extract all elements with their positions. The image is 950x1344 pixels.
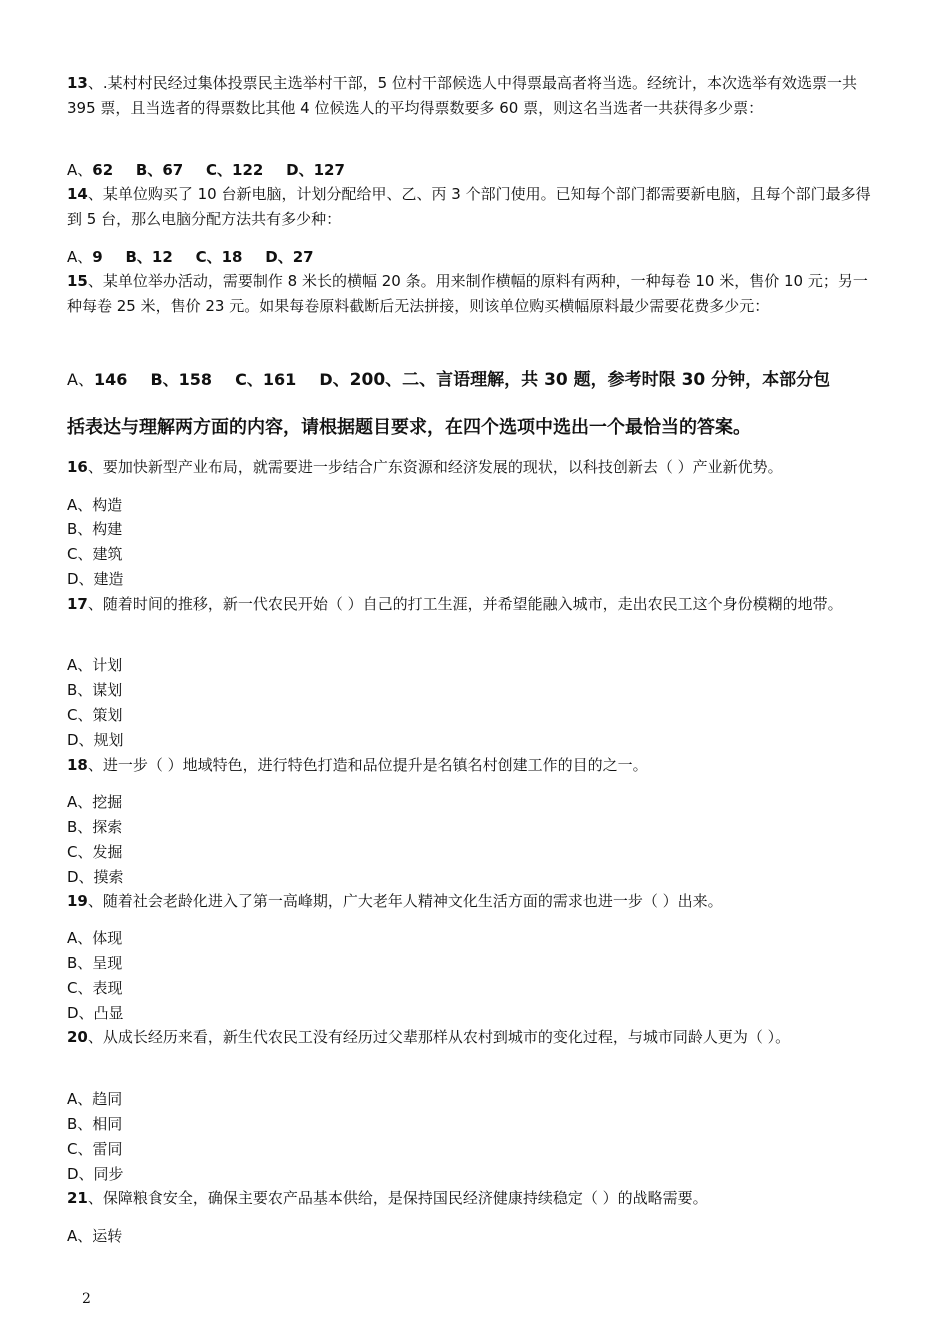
- option-b: B、探索: [67, 818, 123, 836]
- option-c: C、161: [235, 370, 297, 389]
- option-a: A、9: [67, 248, 103, 266]
- option-b: B、相同: [67, 1115, 123, 1133]
- option-a: A、趋同: [67, 1090, 123, 1108]
- question-number: 21: [67, 1189, 88, 1207]
- question-14: [67, 182, 882, 232]
- question-14-options: [67, 245, 882, 270]
- question-17: [67, 592, 882, 617]
- option-c: C、表现: [67, 979, 123, 997]
- option-b: B、构建: [67, 520, 123, 538]
- question-number: 17: [67, 595, 88, 613]
- question-21: [67, 1186, 882, 1211]
- option-d: D、摸索: [67, 868, 124, 886]
- question-text: 、随着社会老龄化进入了第一高峰期，广大老年人精神文化生活方面的需求也进一步（ ）出来。: [87, 892, 723, 910]
- question-20: [67, 1025, 882, 1050]
- option-d: D、凸显: [67, 1004, 124, 1022]
- question-15: [67, 269, 882, 319]
- option-a: A、62: [67, 161, 114, 179]
- option-c: C、雷同: [67, 1140, 123, 1158]
- option-c: C、策划: [67, 706, 123, 724]
- option-d-and-section-heading: D、200、二、言语理解，共 30 题，参考时限 30 分钟，本部分包: [319, 370, 831, 390]
- option-d: D、127: [286, 161, 345, 179]
- option-d: D、规划: [67, 731, 124, 749]
- question-number: 20: [67, 1028, 88, 1046]
- question-18: [67, 753, 882, 778]
- question-number: 19: [67, 892, 88, 910]
- question-text: 、某单位购买了 10 台新电脑，计划分配给甲、乙、丙 3 个部门使用。已知每个部门都需要新电脑，且每个部门最多得到 5 台，那么电脑分配方法共有多少种：: [67, 185, 871, 228]
- option-b: B、67: [135, 161, 184, 179]
- option-c: C、18: [195, 248, 243, 266]
- question-15-options: [67, 365, 882, 395]
- question-number: 16: [67, 458, 88, 476]
- option-c: C、发掘: [67, 843, 123, 861]
- option-d: D、同步: [67, 1165, 124, 1183]
- option-c: C、建筑: [67, 545, 123, 563]
- question-16: [67, 455, 882, 480]
- question-13-options: [67, 158, 882, 183]
- option-a: A、运转: [67, 1227, 123, 1245]
- question-number: 13: [67, 74, 88, 92]
- option-c: C、122: [206, 161, 264, 179]
- question-text: 、要加快新型产业布局，就需要进一步结合广东资源和经济发展的现状，以科技创新去（ ）产业新优势。: [87, 458, 783, 476]
- page-number: 2: [82, 1291, 91, 1307]
- question-text: 、进一步（ ）地域特色，进行特色打造和品位提升是名镇名村创建工作的目的之一。: [87, 756, 648, 774]
- option-a: A、构造: [67, 496, 123, 514]
- option-a: A、146: [67, 370, 128, 389]
- option-a: A、体现: [67, 929, 123, 947]
- option-a: A、计划: [67, 656, 123, 674]
- question-13: [67, 71, 882, 121]
- option-b: B、158: [150, 370, 213, 389]
- question-number: 18: [67, 756, 88, 774]
- option-a: A、挖掘: [67, 793, 123, 811]
- question-text: 、保障粮食安全，确保主要农产品基本供给，是保持国民经济健康持续稳定（ ）的战略需要。: [87, 1189, 708, 1207]
- option-d: D、27: [265, 248, 314, 266]
- question-text: 、随着时间的推移，新一代农民开始（ ）自己的打工生涯，并希望能融入城市，走出农民工这个身份模糊的地带。: [87, 595, 843, 613]
- option-d: D、建造: [67, 570, 124, 588]
- section-heading-continuation: 括表达与理解两方面的内容，请根据题目要求，在四个选项中选出一个最恰当的答案。: [67, 417, 751, 438]
- option-b: B、谋划: [67, 681, 123, 699]
- question-19: [67, 889, 882, 914]
- option-b: B、呈现: [67, 954, 123, 972]
- question-text: 、从成长经历来看，新生代农民工没有经历过父辈那样从农村到城市的变化过程，与城市同龄人更为（ ）。: [87, 1028, 791, 1046]
- question-number: 14: [67, 185, 88, 203]
- question-text: 、.某村村民经过集体投票民主选举村干部，5 位村干部候选人中得票最高者将当选。经统计，本次选举有效选票一共 395 票，且当选者的得票数比其他 4 位候选人的平均得票数要多 60 票，则这名当选者一共获得多少票：: [67, 74, 857, 117]
- question-number: 15: [67, 272, 88, 290]
- question-text: 、某单位举办活动，需要制作 8 米长的横幅 20 条。用来制作横幅的原料有两种，一种每卷 10 米，售价 10 元；另一种每卷 25 米，售价 23 元。如果每卷原料截断后无法拼接，则该单位购买横幅原料最少需要花费多少元：: [67, 272, 868, 315]
- option-b: B、12: [125, 248, 173, 266]
